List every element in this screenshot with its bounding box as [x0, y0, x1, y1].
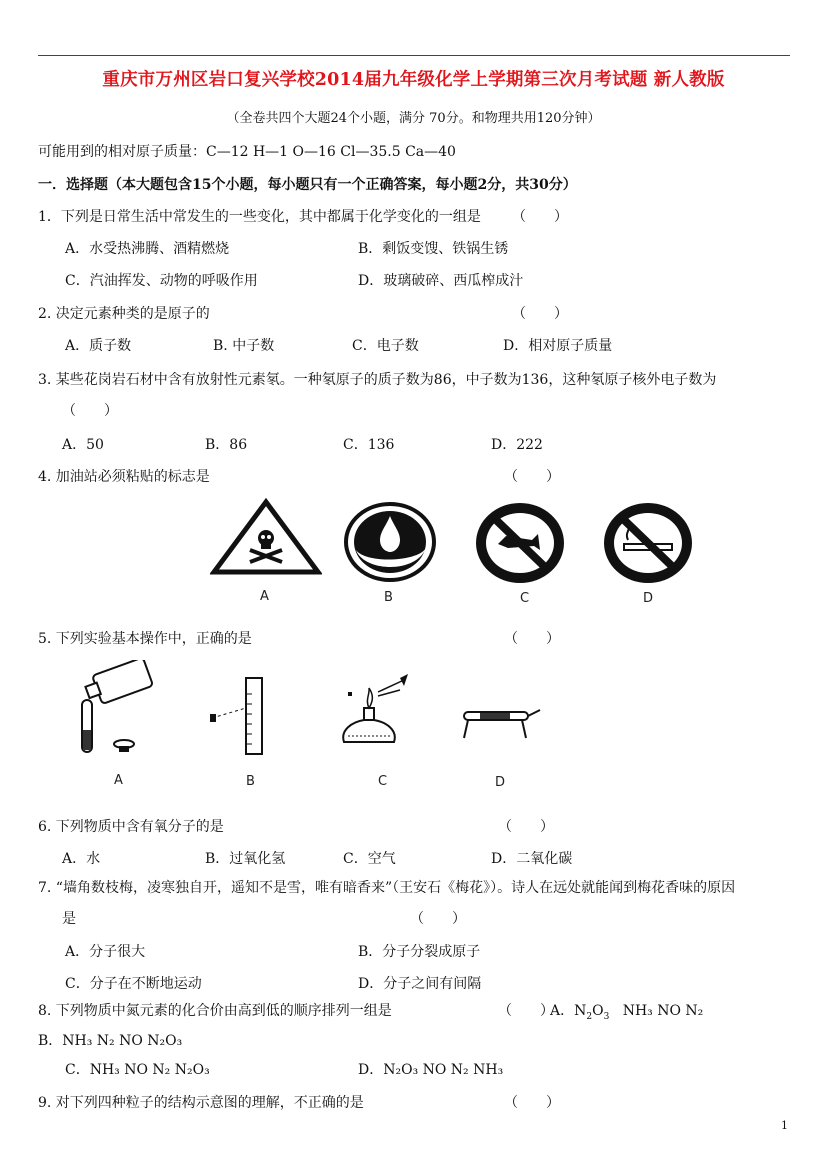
answer-paren: （ ） [498, 819, 554, 835]
option-c: C．分子在不断地运动 [65, 976, 202, 992]
option-b: B．过氧化氢 [205, 851, 286, 867]
subscript: 3 [603, 1011, 610, 1022]
answer-paren: （ ） [410, 911, 466, 927]
option-c: C．NH₃ NO N₂ N₂O₃ [65, 1062, 210, 1078]
question-6-stem: 6. 下列物质中含有氧分子的是 [38, 819, 224, 835]
page-title: 重庆市万州区岩口复兴学校2014届九年级化学上学期第三次月考试题 新人教版 [102, 70, 725, 90]
subscript: 2 [586, 1011, 593, 1022]
no-horn-sign-image [472, 500, 568, 586]
option-b: B．86 [205, 437, 248, 453]
heating-tube-image [460, 702, 544, 742]
figure-label: B [246, 774, 255, 789]
option-a: A．水 [62, 851, 101, 867]
option-c: C．空气 [343, 851, 396, 867]
option-d: D．N₂O₃ NO N₂ NH₃ [358, 1062, 504, 1078]
option-a: A．50 [62, 437, 104, 453]
option-a: A．分子很大 [65, 944, 146, 960]
option-b: B．剩饭变馊、铁锅生锈 [358, 241, 509, 257]
no-smoking-sign-image [600, 500, 696, 586]
reading-cylinder-image [208, 674, 272, 758]
option-a-rest: NH₃ NO N₂ [622, 1003, 704, 1019]
section-heading: 一．选择题（本大题包含15个小题，每小题只有一个正确答案，每小题2分，共30分） [38, 177, 577, 193]
option-b: B．NH₃ N₂ NO N₂O₃ [38, 1033, 183, 1049]
question-5-stem: 5. 下列实验基本操作中，正确的是 [38, 631, 252, 647]
figure-label: C [378, 774, 388, 789]
option-a: A．质子数 [65, 338, 132, 354]
question-2-stem: 2. 决定元素种类的是原子的 [38, 306, 210, 322]
option-c: C．136 [343, 437, 395, 453]
option-b: B．分子分裂成原子 [358, 944, 481, 960]
answer-paren: （ ） [512, 306, 568, 322]
pouring-liquid-image [72, 660, 162, 756]
figure-label: C [520, 591, 530, 606]
option-d: D．玻璃破碎、西瓜榨成汁 [358, 273, 524, 289]
option-b: B. 中子数 [213, 338, 275, 354]
question-1-stem: 1．下列是日常生活中常发生的一些变化，其中都属于化学变化的一组是 [38, 209, 481, 225]
figure-label: A [114, 773, 123, 788]
option-a-o: O [592, 1003, 604, 1019]
question-4-stem: 4. 加油站必须粘贴的标志是 [38, 469, 210, 485]
answer-paren: （ ） [504, 1095, 560, 1111]
option-a [550, 1000, 703, 1022]
option-d: D．相对原子质量 [503, 338, 613, 354]
option-a-prefix: A．N [550, 1003, 587, 1019]
question-7-stem-cont: 是 [62, 911, 76, 927]
option-d: D．二氧化碳 [491, 851, 573, 867]
answer-paren: （ ） [498, 1003, 554, 1019]
page-number: 1 [781, 1119, 788, 1132]
exam-subtitle: （全卷共四个大题24个小题，满分 70分。和物理共用120分钟） [226, 111, 601, 126]
answer-paren: （ ） [504, 469, 560, 485]
figure-label: B [384, 590, 393, 605]
header-rule [38, 55, 790, 56]
question-8-stem: 8. 下列物质中氮元素的化合价由高到低的顺序排列一组是 [38, 1003, 392, 1019]
question-3-stem: 3. 某些花岗岩石材中含有放射性元素氡。一种氡原子的质子数为86，中子数为136，这种氡原子核外电子数为 [38, 372, 717, 388]
answer-paren: （ ） [504, 631, 560, 647]
answer-paren: （ ） [512, 209, 568, 225]
question-7-stem: 7. “墙角数枝梅，凌寒独自开，遥知不是雪，唯有暗香来”（王安石《梅花》）。诗人在远处就能闻到梅花香味的原因 [38, 880, 736, 896]
figure-label: D [495, 775, 506, 790]
toxic-sign-image [210, 498, 322, 576]
answer-paren: （ ） [62, 403, 118, 419]
option-a: A．水受热沸腾、酒精燃烧 [65, 241, 230, 257]
lamp-lighting-image [334, 672, 418, 760]
figure-label: D [643, 591, 654, 606]
atomic-mass-line: 可能用到的相对原子质量：C—12 H—1 O—16 Cl—35.5 Ca—40 [38, 144, 456, 160]
question-9-stem: 9. 对下列四种粒子的结构示意图的理解，不正确的是 [38, 1095, 364, 1111]
option-d: D．222 [491, 437, 543, 453]
figure-label: A [260, 589, 269, 604]
option-c: C．汽油挥发、动物的呼吸作用 [65, 273, 258, 289]
corrosive-sign-image [342, 500, 438, 584]
option-c: C．电子数 [352, 338, 419, 354]
option-d: D．分子之间有间隔 [358, 976, 482, 992]
